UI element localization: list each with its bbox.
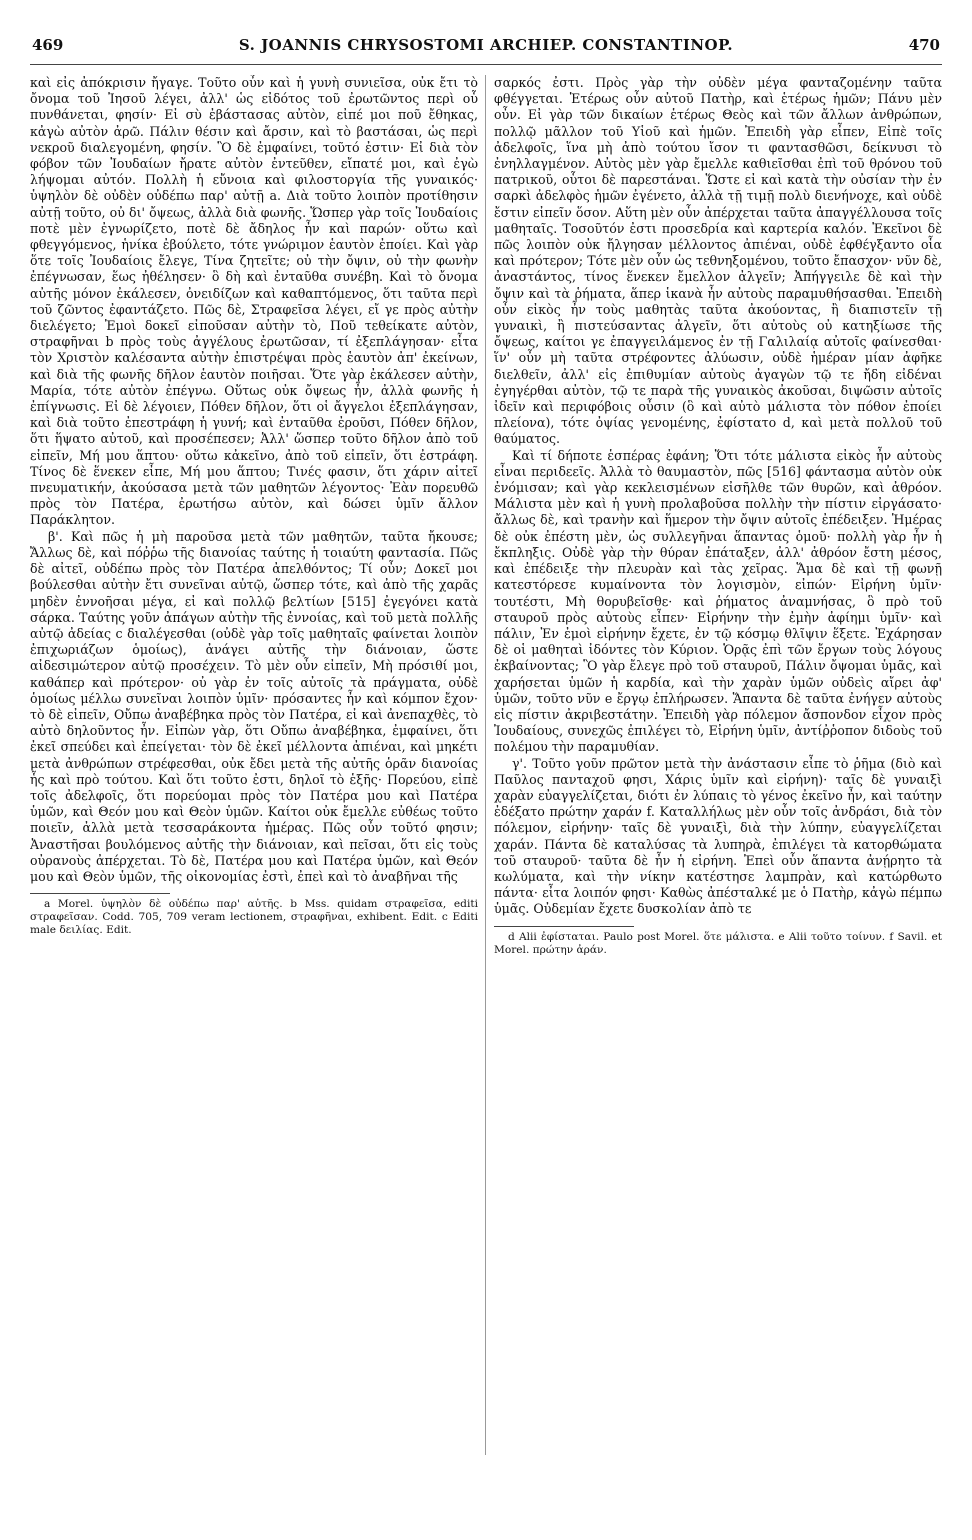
paragraph: β'. Καὶ πῶς ἡ μὴ παροῦσα μετὰ τῶν μαθητῶν, ταῦτα ἤκουσε; Ἄλλως δὲ, καὶ πόῤῥω τῆς διανοίας ταύτης ἡ τοιαύτη φαντασία. Πῶς δὲ αἰτεῖ, οὐδέπω πρὸς τὸν Πατέρα ἀπελθόντος; Τί οὖν; Δοκεῖ μοι βούλεσθαι αὐτὴν ἔτι συνεῖναι αὐτῷ, ὥσπερ τότε, καὶ ἀπὸ τῆς χαρᾶς μηδὲν ἐννοῆσαι μέγα, εἰ καὶ πολλῷ βελτίων [515] ἐγεγόνει κατὰ σάρκα. Ταύτης γοῦν ἀπάγων αὐτὴν τῆς ἐννοίας, καὶ τοῦ μετὰ πολλῆς αὐτῷ ἀδείας c διαλέγεσθαι (οὐδὲ γὰρ τοῖς μαθηταῖς φαίνεται λοιπὸν ἐπιχωριάζων ὁμοίως), ἀνάγει αὐτῆς τὴν διάνοιαν, ὥστε αἰδεσιμώτερον αὐτῷ προσέχειν. Τὸ μὲν οὖν εἰπεῖν, Μὴ πρόσιθί μοι, καθάπερ καὶ πρότερον· οὐ γὰρ ἐν τοῖς αὐτοῖς τὰ πράγματα, οὐδὲ ὁμοίως μέλλω συνεῖναι λοιπὸν ὑμῖν· πρόσαντες ἦν καὶ κόμπον ἔχον· τὸ δὲ εἰπεῖν, Οὔπω ἀναβέβηκα πρὸς τὸν Πατέρα, εἰ καὶ ἀνεπαχθὲς, τὸ αὐτὸ δηλοῦντος ἦν. Εἰπὼν γὰρ, ὅτι Οὔπω ἀναβέβηκα, ἐμφαίνει, ὅτι ἐκεῖ σπεύδει καὶ ἐπείγεται· τὸν δὲ ἐκεῖ μέλλοντα ἀπιέναι, καὶ μηκέτι μετὰ ἀνθρώπων στρέφεσθαι, οὐκ ἔδει μετὰ τῆς αὐτῆς ὁρᾶν διανοίας ἧς καὶ πρὸ τούτου. Καὶ ὅτι τοῦτο ἐστι, δηλοῖ τὸ ἑξῆς· Πορεύου, εἰπὲ τοῖς ἀδελφοῖς, ὅτι πορεύομαι πρὸς τὸν Πατέρα μου καὶ Πατέρα ὑμῶν, καὶ Θεόν μου καὶ Θεὸν ὑμῶν. Καίτοι οὐκ ἔμελλε εὐθέως τοῦτο ποιεῖν, ἀλλὰ μετὰ τεσσαράκοντα ἡμέρας. Πῶς οὖν τοῦτό φησιν; Ἀναστῆσαι βουλόμενος αὐτῆς τὴν διάνοιαν, καὶ πεῖσαι, ὅτι εἰς τοὺς οὐρανοὺς ἀπέρχεται. Τὸ δὲ, Πατέρα μου καὶ Πατέρα ὑμῶν, καὶ Θεόν μου καὶ Θεὸν ὑμῶν, τῆς οἰκονομίας ἐστὶ, ἐπεὶ καὶ τὸ ἀναβῆναι τῆς (30, 528, 478, 884)
page-number-left: 469 (32, 36, 64, 54)
column-divider (485, 75, 486, 1455)
paragraph: γ'. Τοῦτο γοῦν πρῶτον μετὰ τὴν ἀνάστασιν εἶπε τὸ ῥῆμα (διὸ καὶ Παῦλος πανταχοῦ φησι, Χάρις ὑμῖν καὶ εἰρήνη)· ταῖς δὲ γυναιξὶ χαρὰν εὐαγγελίζεται, διότι ἐν λύπαις τὸ γένος ἐκεῖνο ἦν, καὶ ταύτην ἐδέξατο πρώτην χαράν f. Καταλλήλως μὲν οὖν τοῖς ἀνδράσι, διὰ τὸν πόλεμον, εἰρήνην· ταῖς δὲ γυναιξὶ, διὰ τὴν λύπην, εὐαγγελίζεται χαράν. Πάντα δὲ καταλύσας τὰ λυπηρὰ, ἐπιλέγει τὰ κατορθώματα τοῦ σταυροῦ· ταῦτα δὲ ἦν ἡ εἰρήνη. Ἐπεὶ οὖν ἅπαντα ἀνῄρητο τὰ κωλύματα, καὶ τὴν νίκην κατέστησε λαμπρὰν, καὶ κατώρθωτο πάντα· εἶτα λοιπόν φησι· Καθὼς ἀπέσταλκέ με ὁ Πατὴρ, κἀγὼ πέμπω ὑμᾶς. Οὐδεμίαν ἔχετε δυσκολίαν ἀπὸ τε (494, 755, 942, 917)
paragraph: σαρκός ἐστι. Πρὸς γὰρ τὴν οὐδὲν μέγα φανταζομένην ταῦτα φθέγγεται. Ἑτέρως οὖν αὐτοῦ Πατὴρ, καὶ ἑτέρως ἡμῶν; Πάνυ μὲν οὖν. Εἰ γὰρ τῶν δικαίων ἑτέρως Θεὸς καὶ τῶν ἄλλων ἀνθρώπων, πολλῷ μᾶλλον τοῦ Υἱοῦ καὶ ἡμῶν. Ἐπειδὴ γὰρ εἶπεν, Εἰπὲ τοῖς ἀδελφοῖς, ἵνα μὴ ἀπὸ τούτου ἴσον τι φαντασθῶσι, δείκνυσι τὸ ἐνηλλαγμένον. Αὐτὸς μὲν γὰρ ἔμελλε καθιεῖσθαι ἐπὶ τοῦ θρόνου τοῦ πατρικοῦ, οὗτοι δὲ παρεστάναι. Ὥστε εἰ καὶ κατὰ τὴν οὐσίαν τὴν ἐν σαρκὶ ἀδελφὸς ἡμῶν ἐγένετο, ἀλλὰ τῇ τιμῇ πολὺ διενήνοχε, καὶ οὐδὲ ἔστιν εἰπεῖν ὅσον. Αὕτη μὲν οὖν ἀπέρχεται ταῦτα ἀπαγγέλλουσα τοῖς μαθηταῖς. Τοσοῦτόν ἐστι προσεδρία καὶ καρτερία καλόν. Ἐκεῖνοι δὲ πῶς λοιπὸν οὐκ ἤλγησαν μέλλοντος ἀπιέναι, οὐδὲ ἐφθέγξαντο οἷα καὶ πρότερον; Τότε μὲν οὖν ὡς τεθνηξομένου, τοῦτο ἔπασχον· νῦν δὲ, ἀναστάντος, τίνος ἕνεκεν ἔμελλον ἀλγεῖν; Ἀπήγγειλε δὲ καὶ τὴν ὄψιν καὶ τὰ ῥήματα, ἅπερ ἱκανὰ ἦν αὐτοὺς παραμυθήσασθαι. Ἐπειδὴ οὖν εἰκὸς ἦν τοὺς μαθητὰς ταῦτα ἀκούοντας, ἢ διαπιστεῖν τῇ γυναικὶ, ἢ πιστεύσαντας ἀλγεῖν, ὅτι αὐτοὺς οὐ κατηξίωσε τῆς ὄψεως, καίτοι γε ἐπαγγειλάμενος ἐν τῇ Γαλιλαίᾳ αὐτοῖς φαίνεσθαι· ἵν' οὖν μὴ ταῦτα στρέφοντες ἀλύωσιν, οὐδὲ ἡμέραν μίαν ἀφῆκε διελθεῖν, ἀλλ' εἰς ἐπιθυμίαν αὐτοὺς ἀγαγὼν τῷ τε ἤδη εἰδέναι ἐγηγέρθαι αὐτὸν, τῷ τε παρὰ τῆς γυναικὸς ἀκοῦσαι, διψῶσιν αὐτοῖς ἰδεῖν καὶ περιφόβοις οὖσιν (ὃ καὶ αὐτὸ μάλιστα τὸν πόθον ἐποίει πλείονα), τότε ὀψίας γενομένης, ἐφίστατο d, καὶ μετὰ πολλοῦ τοῦ θαύματος. (494, 75, 942, 447)
footnote: d Alii ἐφίσταται. Paulo post Morel. ὅτε μάλιστα. e Alii τοῦτο τοίνυν. f Savil. et Morel. πρώτην ἀράν. (494, 930, 942, 956)
running-header (30, 30, 942, 65)
running-title: S. JOANNIS CHRYSOSTOMI ARCHIEP. CONSTANTINOP. (238, 36, 734, 54)
page-number-right: 470 (908, 36, 940, 54)
paragraph: Καὶ τί δήποτε ἑσπέρας ἐφάνη; Ὅτι τότε μάλιστα εἰκὸς ἦν αὐτοὺς εἶναι περιδεεῖς. Ἀλλὰ τὸ θαυμαστὸν, πῶς [516] φάντασμα αὐτὸν οὐκ ἐνόμισαν; καὶ γὰρ κεκλεισμένων εἰσῆλθε τῶν θυρῶν, καὶ ἀθρόον. Μάλιστα μὲν καὶ ἡ γυνὴ προλαβοῦσα πολλὴν τὴν πίστιν εἰργάσατο· ἄλλως δὲ, καὶ τρανὴν καὶ ἥμερον τὴν ὄψιν αὐτοῖς ἐπέδειξεν. Ἡμέρας δὲ οὐκ ἐπέστη μὲν, ὡς συλλεγῆναι ἅπαντας ὁμοῦ· πολλὴ γὰρ ἦν ἡ ἔκπληξις. Οὐδὲ γὰρ τὴν θύραν ἐπάταξεν, ἀλλ' ἀθρόον ἔστη μέσος, καὶ ἐπέδειξε τὴν πλευρὰν καὶ τὰς χεῖρας. Ἅμα δὲ καὶ τῇ φωνῇ κατεστόρεσε κυμαίνοντα τὸν λογισμὸν, εἰπών· Εἰρήνη ὑμῖν· τουτέστι, Μὴ θορυβεῖσθε· καὶ ῥήματος ἀναμνήσας, ὃ πρὸ τοῦ σταυροῦ πρὸς αὐτοὺς εἶπεν· Εἰρήνην τὴν ἐμὴν ἀφίημι ὑμῖν· καὶ πάλιν, Ἐν ἐμοὶ εἰρήνην ἔχετε, ἐν τῷ κόσμῳ θλῖψιν ἕξετε. Ἐχάρησαν δὲ οἱ μαθηταὶ ἰδόντες τὸν Κύριον. Ὁρᾷς ἐπὶ τῶν ἔργων τοὺς λόγους ἐκβαίνοντας; Ὃ γὰρ ἔλεγε πρὸ τοῦ σταυροῦ, Πάλιν ὄψομαι ὑμᾶς, καὶ χαρήσεται ὑμῶν ἡ καρδία, καὶ τὴν χαρὰν ὑμῶν οὐδεὶς αἴρει ἀφ' ὑμῶν, τοῦτο νῦν e ἔργῳ ἐπλήρωσεν. Ἅπαντα δὲ ταῦτα ἐνήγεν αὐτοὺς εἰς πίστιν ἀκριβεστάτην. Ἐπειδὴ γὰρ πόλεμον ἄσπονδον εἶχον πρὸς Ἰουδαίους, συνεχῶς ἐπιλέγει τὸ, Εἰρήνη ὑμῖν, ἀντίῤῥοπον διδοὺς τοῦ πολέμου τὴν παραμυθίαν. (494, 447, 942, 755)
left-column (30, 75, 478, 1515)
footnote-rule (30, 893, 170, 894)
right-column (494, 75, 942, 1515)
footnote-rule (494, 926, 634, 927)
paragraph: καὶ εἰς ἀπόκρισιν ἤγαγε. Τοῦτο οὖν καὶ ἡ γυνὴ συνιεῖσα, οὐκ ἔτι τὸ ὄνομα τοῦ Ἰησοῦ λέγει, ἀλλ' ὡς εἰδότος τοῦ ἐρωτῶντος περὶ οὗ πυνθάνεται, φησίν· Εἰ σὺ ἐβάστασας αὐτὸν, εἰπέ μοι ποῦ ἔθηκας, κἀγὼ αὐτὸν ἀρῶ. Πάλιν θέσιν καὶ ἄρσιν, καὶ τὸ βαστάσαι, ὡς περὶ νεκροῦ διαλεγομένη, φησίν. Ὃ δὲ ἐμφαίνει, τοῦτό ἐστιν· Εἰ διὰ τὸν φόβον τῶν Ἰουδαίων ἤρατε αὐτὸν ἐντεῦθεν, εἴπατέ μοι, καὶ ἐγὼ λήψομαι αὐτόν. Πολλὴ ἡ εὔνοια καὶ φιλοστοργία τῆς γυναικός· ὑψηλὸν δὲ οὐδὲν οὐδέπω παρ' αὐτῇ a. Διὰ τοῦτο λοιπὸν προτίθησιν αὐτῇ τοῦτο, οὐ δι' ὄψεως, ἀλλὰ διὰ φωνῆς. Ὥσπερ γὰρ τοῖς Ἰουδαίοις ποτὲ μὲν ἐγνωρίζετο, ποτὲ δὲ ἄδηλος ἦν καὶ παρών· οὕτω καὶ φθεγγόμενος, ἡνίκα ἐβούλετο, τότε γνώριμον ἑαυτὸν ἐποίει. Καὶ γὰρ ὅτε τοῖς Ἰουδαίοις ἔλεγε, Τίνα ζητεῖτε; οὐ τὴν ὄψιν, οὐ τὴν φωνὴν ἐπέγνωσαν, ἕως ἠθέλησεν· ὃ δὴ καὶ ἐνταῦθα συνέβη. Καὶ τὸ ὄνομα αὐτῆς μόνον ἐκάλεσεν, ὀνειδίζων καὶ καθαπτόμενος, ὅτι ταῦτα περὶ τοῦ ζῶντος ἐφαντάζετο. Πῶς δὲ, Στραφεῖσα λέγει, εἴ γε πρὸς αὐτὴν διελέγετο; Ἐμοὶ δοκεῖ εἰποῦσαν αὐτὴν τὸ, Ποῦ τεθείκατε αὐτὸν, στραφῆναι b πρὸς τοὺς ἀγγέλους ἐρωτῶσαν, τί ἐξεπλάγησαν· εἶτα τὸν Χριστὸν καλέσαντα αὐτὴν ἐπιστρέψαι πρὸς ἑαυτὸν ἀπ' ἐκείνων, καὶ διὰ τῆς φωνῆς δῆλον ἑαυτὸν ποιῆσαι. Ὅτε γὰρ ἐκάλεσεν αὐτὴν, Μαρία, τότε αὐτὸν ἐπέγνω. Οὕτως οὐκ ὄψεως ἦν, ἀλλὰ φωνῆς ἡ ἐπίγνωσις. Εἰ δὲ λέγοιεν, Πόθεν δῆλον, ὅτι οἱ ἄγγελοι ἐξεπλάγησαν, καὶ διὰ τοῦτο ἐπεστράφη ἡ γυνή; καὶ ἐνταῦθα ἐροῦσι, Πόθεν δῆλον, ὅτι ἥψατο αὐτοῦ, καὶ προσέπεσεν; Ἀλλ' ὥσπερ τοῦτο δῆλον ἀπὸ τοῦ εἰπεῖν, Μή μου ἅπτου· οὕτω κἀκεῖνο, ἀπὸ τοῦ εἰπεῖν, ὅτι ἐστράφη. Τίνος δὲ ἕνεκεν εἶπε, Μή μου ἅπτου; Τινές φασιν, ὅτι χάριν αἰτεῖ πνευματικήν, ἀκούσασα μετὰ τῶν μαθητῶν λέγοντος· Ἐὰν πορευθῶ πρὸς τὸν Πατέρα, ἐρωτήσω αὐτὸν, καὶ δώσει ὑμῖν ἄλλον Παράκλητον. (30, 75, 478, 528)
text-columns (30, 75, 942, 1515)
footnote: a Morel. ὑψηλὸν δὲ οὐδέπω παρ' αὐτῆς. b Mss. quidam στραφεῖσα, editi στραφεῖσαν. Codd. 705, 709 veram lectionem, στραφῆναι, exhibent. Edit. c Editi male δειλίας. Edit. (30, 898, 478, 937)
